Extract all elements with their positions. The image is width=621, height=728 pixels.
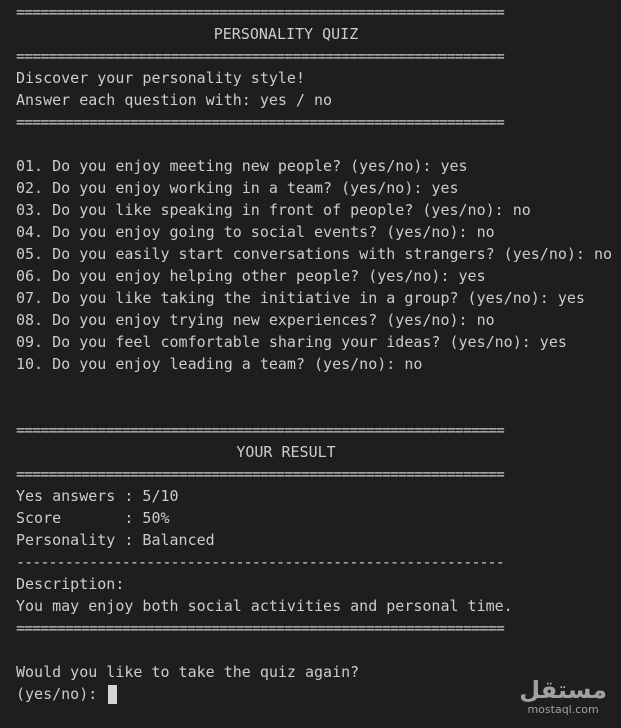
blank-line: [16, 133, 616, 155]
text-cursor[interactable]: [108, 685, 117, 704]
question-line: 06. Do you enjoy helping other people? (yes/no): yes: [16, 267, 486, 285]
question-line: 07. Do you like taking the initiative in a group? (yes/no): yes: [16, 289, 585, 307]
separator-line: ============================================================: [16, 465, 504, 483]
input-prompt: (yes/no):: [16, 685, 107, 703]
question-line: 09. Do you feel comfortable sharing your ideas? (yes/no): yes: [16, 333, 567, 351]
result-title: YOUR RESULT: [236, 443, 336, 461]
description-text: You may enjoy both social activities and personal time.: [16, 597, 513, 615]
blank-line: [16, 397, 616, 419]
watermark-logo-text: مستقل: [519, 676, 607, 704]
blank-line: [16, 639, 616, 661]
personality-line: Personality : Balanced: [16, 531, 215, 549]
watermark-logo: [519, 677, 607, 716]
blank-line: [16, 375, 616, 397]
question-line: 04. Do you enjoy going to social events? (yes/no): no: [16, 223, 495, 241]
question-line: 08. Do you enjoy trying new experiences? (yes/no): no: [16, 311, 495, 329]
question-line: 03. Do you like speaking in front of people? (yes/no): no: [16, 201, 531, 219]
separator-line: ============================================================: [16, 113, 504, 131]
question-line: 05. Do you easily start conversations with strangers? (yes/no): no: [16, 245, 613, 263]
question-line: 01. Do you enjoy meeting new people? (yes/no): yes: [16, 157, 468, 175]
intro-line: Discover your personality style!: [16, 69, 305, 87]
terminal-output: [16, 0, 616, 705]
score-line: Score : 50%: [16, 509, 170, 527]
yes-answers-line: Yes answers : 5/10: [16, 487, 179, 505]
separator-line: ============================================================: [16, 421, 504, 439]
separator-line: ============================================================: [16, 619, 504, 637]
intro-line: Answer each question with: yes / no: [16, 91, 333, 109]
separator-line: ============================================================: [16, 3, 504, 21]
watermark-url: mostaql.com: [527, 703, 599, 716]
dash-separator-line: ------------------------------------------------------------: [16, 553, 504, 571]
retry-prompt: Would you like to take the quiz again?: [16, 663, 360, 681]
question-line: 10. Do you enjoy leading a team? (yes/no): no: [16, 355, 423, 373]
description-label: Description:: [16, 575, 125, 593]
quiz-title: PERSONALITY QUIZ: [213, 25, 359, 43]
question-line: 02. Do you enjoy working in a team? (yes/no): yes: [16, 179, 459, 197]
separator-line: ============================================================: [16, 47, 504, 65]
